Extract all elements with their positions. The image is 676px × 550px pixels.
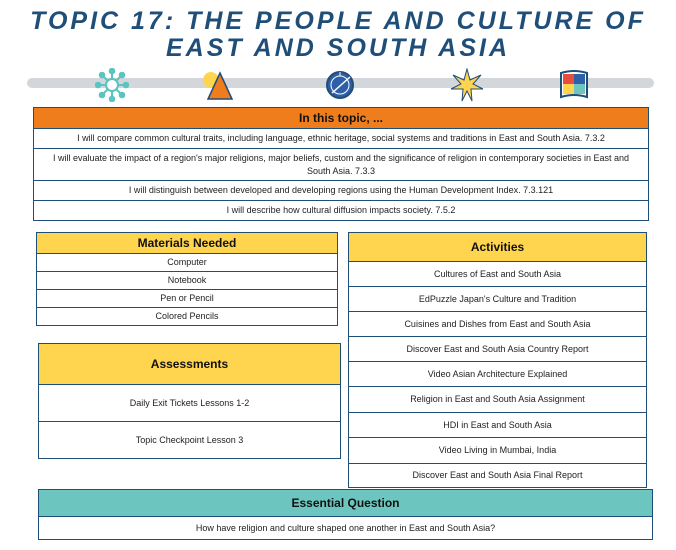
topic-goal-item: I will compare common cultural traits, including language, ethnic heritage, social systems and traditions in East and South Asia. 7.3.2 [34,129,648,149]
virus-network-icon [95,68,129,102]
assessments-header: Assessments [39,344,340,385]
in-this-topic-header: In this topic, ... [34,108,648,129]
topic-goal-item: I will evaluate the impact of a region's major religions, major beliefs, custom and the significance of religion in contemporary societies in East and South Asia. 7.3.3 [34,149,648,181]
title-line-2: EAST AND SOUTH ASIA [165,34,511,62]
activities-header: Activities [349,233,646,262]
title-line-1: TOPIC 17: THE PEOPLE AND CULTURE OF [30,7,646,35]
activity-item: EdPuzzle Japan's Culture and Tradition [349,287,646,312]
essential-question-header: Essential Question [39,490,652,517]
material-item: Computer [37,254,337,272]
material-item: Colored Pencils [155,311,219,321]
materials-header: Materials Needed [37,233,337,254]
star-burst-icon [450,68,484,102]
colored-book-icon [557,68,591,102]
activity-item: Cultures of East and South Asia [349,262,646,287]
page-title [0,8,676,62]
assessments-box [38,343,341,459]
assessment-item: Topic Checkpoint Lesson 3 [135,434,244,445]
essential-question-box [38,489,653,540]
activity-item: Video Asian Architecture Explained [349,362,646,387]
activity-item: Religion in East and South Asia Assignment [349,387,646,413]
compass-icon [323,68,357,102]
assessment-item: Daily Exit Tickets Lessons 1-2 [39,385,340,422]
essential-question-text: How have religion and culture shaped one another in East and South Asia? [195,522,496,533]
topic-goal-item: I will describe how cultural diffusion impacts society. 7.5.2 [226,205,456,215]
activity-item: HDI in East and South Asia [349,413,646,438]
activity-item: Cuisines and Dishes from East and South Asia [349,312,646,337]
activities-box [348,232,647,488]
in-this-topic-box [33,107,649,221]
topic-goal-item: I will distinguish between developed and developing regions using the Human Development Index. 7.3.121 [34,181,648,201]
activity-item: Video Living in Mumbai, India [349,438,646,464]
activity-item: Discover East and South Asia Final Report [412,470,583,480]
material-item: Notebook [37,272,337,290]
activity-item: Discover East and South Asia Country Report [349,337,646,362]
material-item: Pen or Pencil [37,290,337,308]
materials-needed-box [36,232,338,326]
shapes-icon [200,68,234,102]
